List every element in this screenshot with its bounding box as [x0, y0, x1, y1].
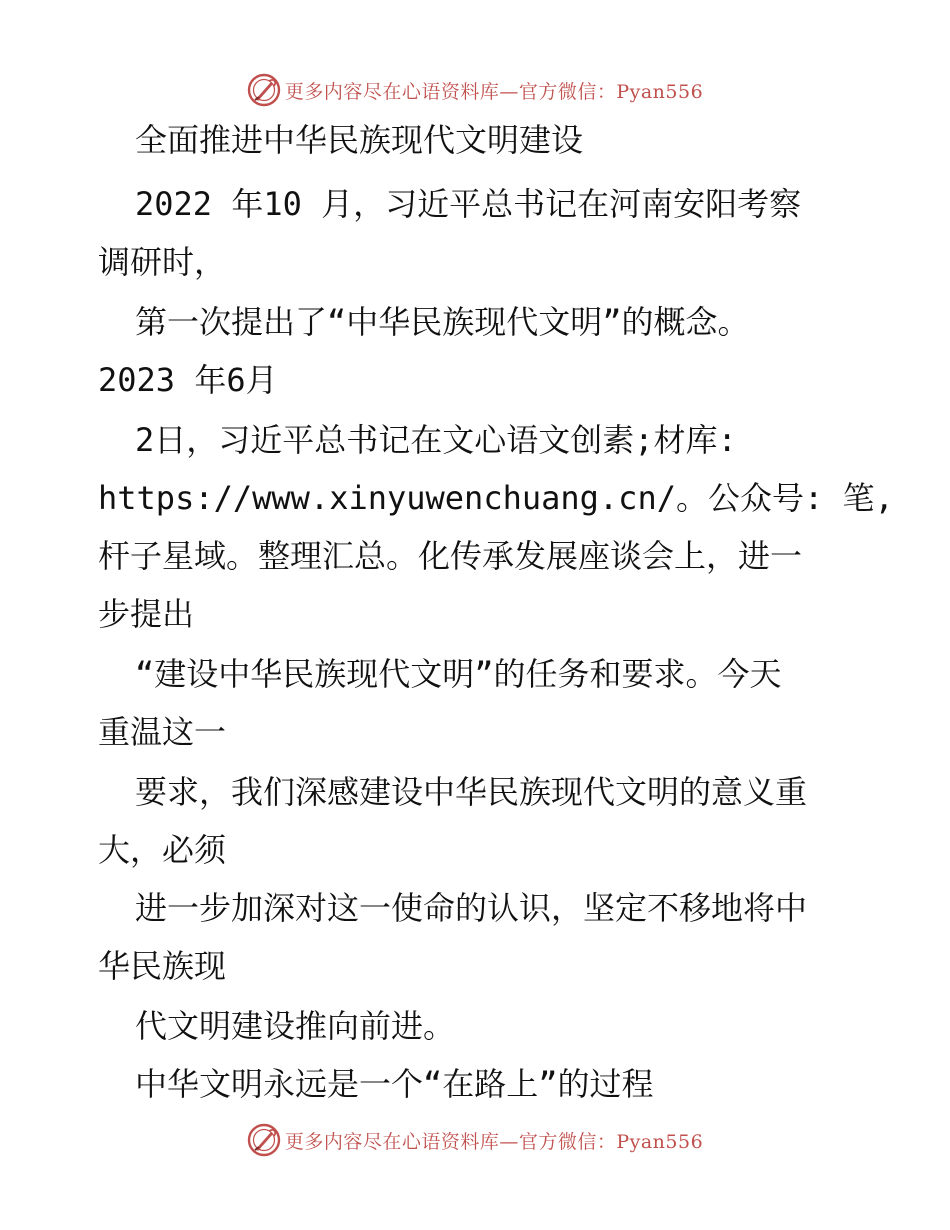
text-line: https://www.xinyuwenchuang.cn/。公众号: 笔,: [98, 479, 894, 517]
quill-seal-icon: [247, 73, 281, 107]
text-line: 第一次提出了“中华民族现代文明”的概念。: [135, 303, 750, 341]
text-line: 华民族现: [98, 947, 227, 985]
text-line: 全面推进中华民族现代文明建设: [135, 121, 584, 159]
watermark-text: 更多内容尽在心语资料库—官方微信：Pyan556: [284, 80, 704, 103]
text-line: “建设中华民族现代文明”的任务和要求。今天: [135, 655, 782, 693]
watermark-text: 更多内容尽在心语资料库—官方微信：Pyan556: [284, 1130, 704, 1153]
text-line: 2日，习近平总书记在文心语文创素;材库:: [135, 421, 737, 459]
text-line: 杆子星域。整理汇总。化传承发展座谈会上，进一: [98, 537, 803, 575]
text-line: 步提出: [98, 595, 195, 633]
watermark-banner-top: [0, 70, 950, 110]
text-line: 调研时，: [98, 243, 227, 281]
watermark-banner-bottom: [0, 1120, 950, 1160]
text-line: 进一步加深对这一使命的认识，坚定不移地将中: [135, 889, 808, 927]
text-line: 中华文明永远是一个“在路上”的过程: [135, 1065, 654, 1103]
text-line: 代文明建设推向前进。: [135, 1007, 456, 1045]
text-line: 要求，我们深感建设中华民族现代文明的意义重: [135, 773, 808, 811]
text-line: 重温这一: [98, 713, 227, 751]
text-line: 大，必须: [98, 831, 227, 869]
text-line: 2022 年10 月，习近平总书记在河南安阳考察: [135, 185, 802, 223]
text-line: 2023 年6月: [98, 361, 278, 399]
quill-seal-icon: [247, 1123, 281, 1157]
